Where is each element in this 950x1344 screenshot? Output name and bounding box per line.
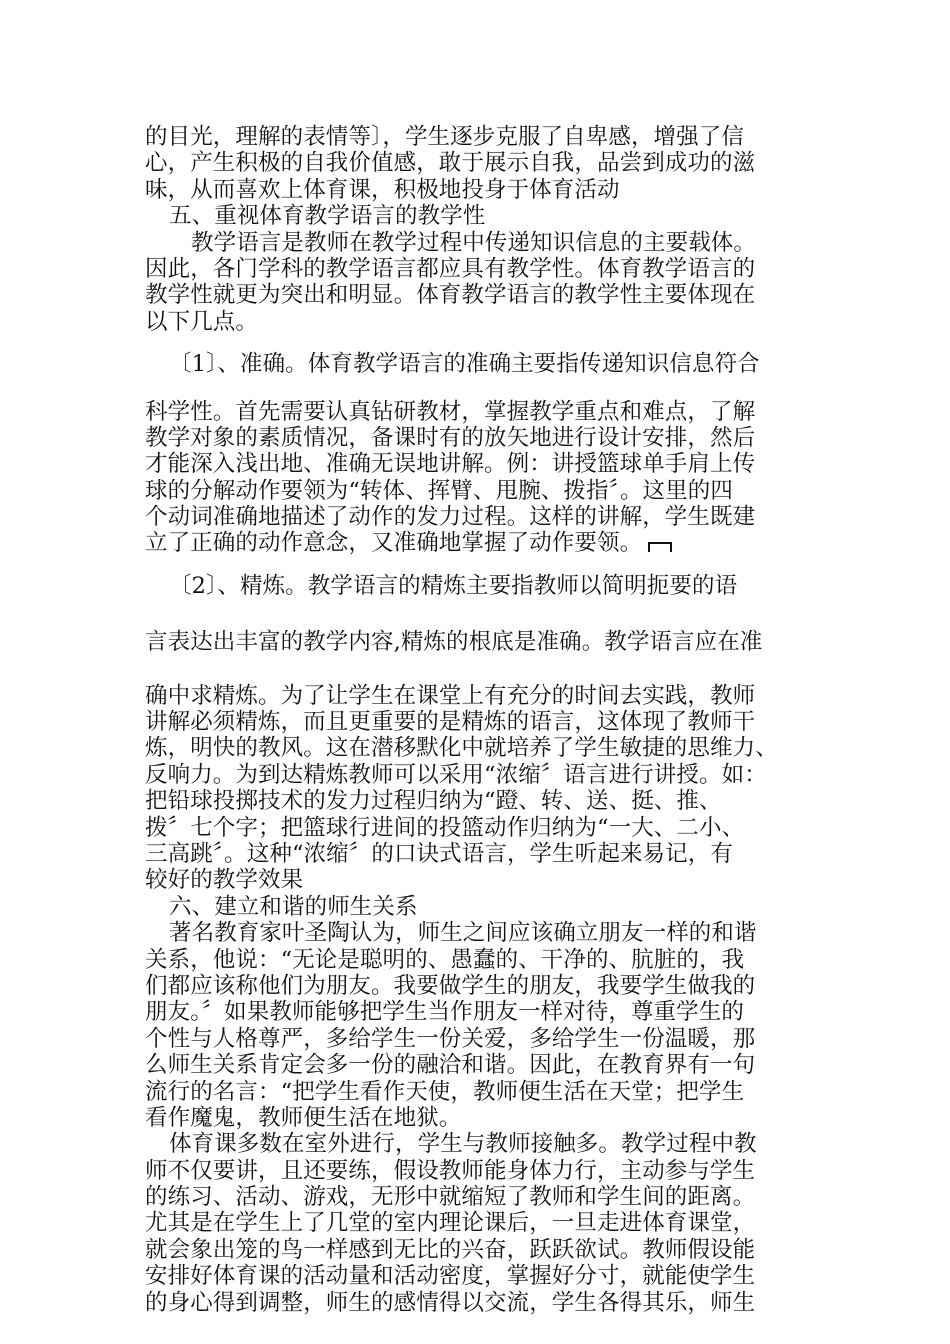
text-line: 三高跳〞。这种“浓缩〞的口诀式语言，学生听起来易记，有 xyxy=(145,840,733,867)
list-item-heading: 〔1〕、准确。体育教学语言的准确主要指传递知识信息符合 xyxy=(169,351,760,378)
text-line: 师不仅要讲，且还要练，假设教师能身体力行，主动参与学生 xyxy=(145,1157,756,1184)
text-line: 流行的名言：“把学生看作天使，教师便生活在天堂；把学生 xyxy=(145,1078,745,1105)
text-line: 么师生关系肯定会多一份的融洽和谐。因此，在教育界有一句 xyxy=(145,1052,756,1079)
section-heading: 六、建立和谐的师生关系 xyxy=(169,893,418,920)
text-line: 们都应该称他们为朋友。我要做学生的朋友，我要学生做我的 xyxy=(145,972,756,999)
text-line: 炼，明快的教风。这在潜移默化中就培养了学生敏捷的思维力、 xyxy=(145,735,778,762)
document-page xyxy=(145,124,810,1316)
text-line: 体育课多数在室外进行，学生与教师接触多。教学过程中教 xyxy=(169,1131,757,1158)
text-line: 把铅球投掷技术的发力过程归纳为“蹬、转、送、挺、推、 xyxy=(145,788,722,815)
text-line: 因此，各门学科的教学语言都应具有教学性。体育教学语言的 xyxy=(145,255,756,282)
text-line: 拨〞七个字；把篮球行进间的投篮动作归纳为“一大、二小、 xyxy=(145,814,745,841)
text-line: 立了正确的动作意念，又准确地掌握了动作要领。 xyxy=(145,530,643,557)
text-line: 教学对象的素质情况，备课时有的放矢地进行设计安排，然后 xyxy=(145,424,756,451)
text-line: 尤其是在学生上了几堂的室内理论课后，一旦走进体育课堂， xyxy=(145,1210,756,1237)
text-line: 较好的教学效果 xyxy=(145,867,304,894)
text-line: 言表达出丰富的教学内容,精炼的根底是准确。教学语言应在准 xyxy=(145,629,763,656)
text-line: 的练习、活动、游戏，无形中就缩短了教师和学生间的距离。 xyxy=(145,1184,756,1211)
text-line: 反响力。为到达精炼教师可以采用“浓缩〞语言进行讲授。如： xyxy=(145,761,767,788)
text-line: 的目光，理解的表情等〕，学生逐步克服了自卑感，增强了信 xyxy=(145,124,744,150)
text-line-with-mark xyxy=(145,530,810,556)
text-line: 科学性。首先需要认真钻研教材，掌握教学重点和难点，了解 xyxy=(145,398,756,425)
text-line: 以下几点。 xyxy=(145,308,259,335)
text-line: 安排好体育课的活动量和活动密度，掌握好分寸，就能使学生 xyxy=(145,1263,756,1290)
text-line: 球的分解动作要领为“转体、挥臂、甩腕、拨指〞。这里的四 xyxy=(145,477,733,504)
section-heading: 五、重视体育教学语言的教学性 xyxy=(169,203,486,230)
text-line: 个性与人格尊严，多给学生一份关爱，多给学生一份温暖，那 xyxy=(145,1025,756,1052)
bracket-mark-icon xyxy=(648,542,672,552)
text-line: 味，从而喜欢上体育课，积极地投身于体育活动 xyxy=(145,176,620,203)
text-line: 心，产生积极的自我价值感，敢于展示自我，品尝到成功的滋 xyxy=(145,150,756,177)
text-line: 看作魔鬼，教师便生活在地狱。 xyxy=(145,1104,462,1131)
text-line: 教学语言是教师在教学过程中传递知识信息的主要载体。 xyxy=(191,229,757,256)
text-line: 个动词准确地描述了动作的发力过程。这样的讲解，学生既建 xyxy=(145,504,756,531)
list-item-heading: 〔2〕、精炼。教学语言的精炼主要指教师以简明扼要的语 xyxy=(169,572,738,599)
text-line: 的身心得到调整，师生的感情得以交流，学生各得其乐，师生 xyxy=(145,1289,756,1316)
text-line: 才能深入浅出地、准确无误地讲解。例：讲授篮球单手肩上传 xyxy=(145,451,756,478)
text-line: 确中求精炼。为了让学生在课堂上有充分的时间去实践，教师 xyxy=(145,682,756,709)
text-line: 讲解必须精炼，而且更重要的是精炼的语言，这体现了教师干 xyxy=(145,709,756,736)
text-line: 朋友。〞如果教师能够把学生当作朋友一样对待，尊重学生的 xyxy=(145,999,744,1026)
text-line: 就会象出笼的鸟一样感到无比的兴奋，跃跃欲试。教师假设能 xyxy=(145,1236,756,1263)
text-line: 教学性就更为突出和明显。体育教学语言的教学性主要体现在 xyxy=(145,282,756,309)
text-line: 关系，他说：“无论是聪明的、愚蠢的、干净的、肮脏的，我 xyxy=(145,946,745,973)
text-line: 著名教育家叶圣陶认为，师生之间应该确立朋友一样的和谐 xyxy=(169,920,757,947)
